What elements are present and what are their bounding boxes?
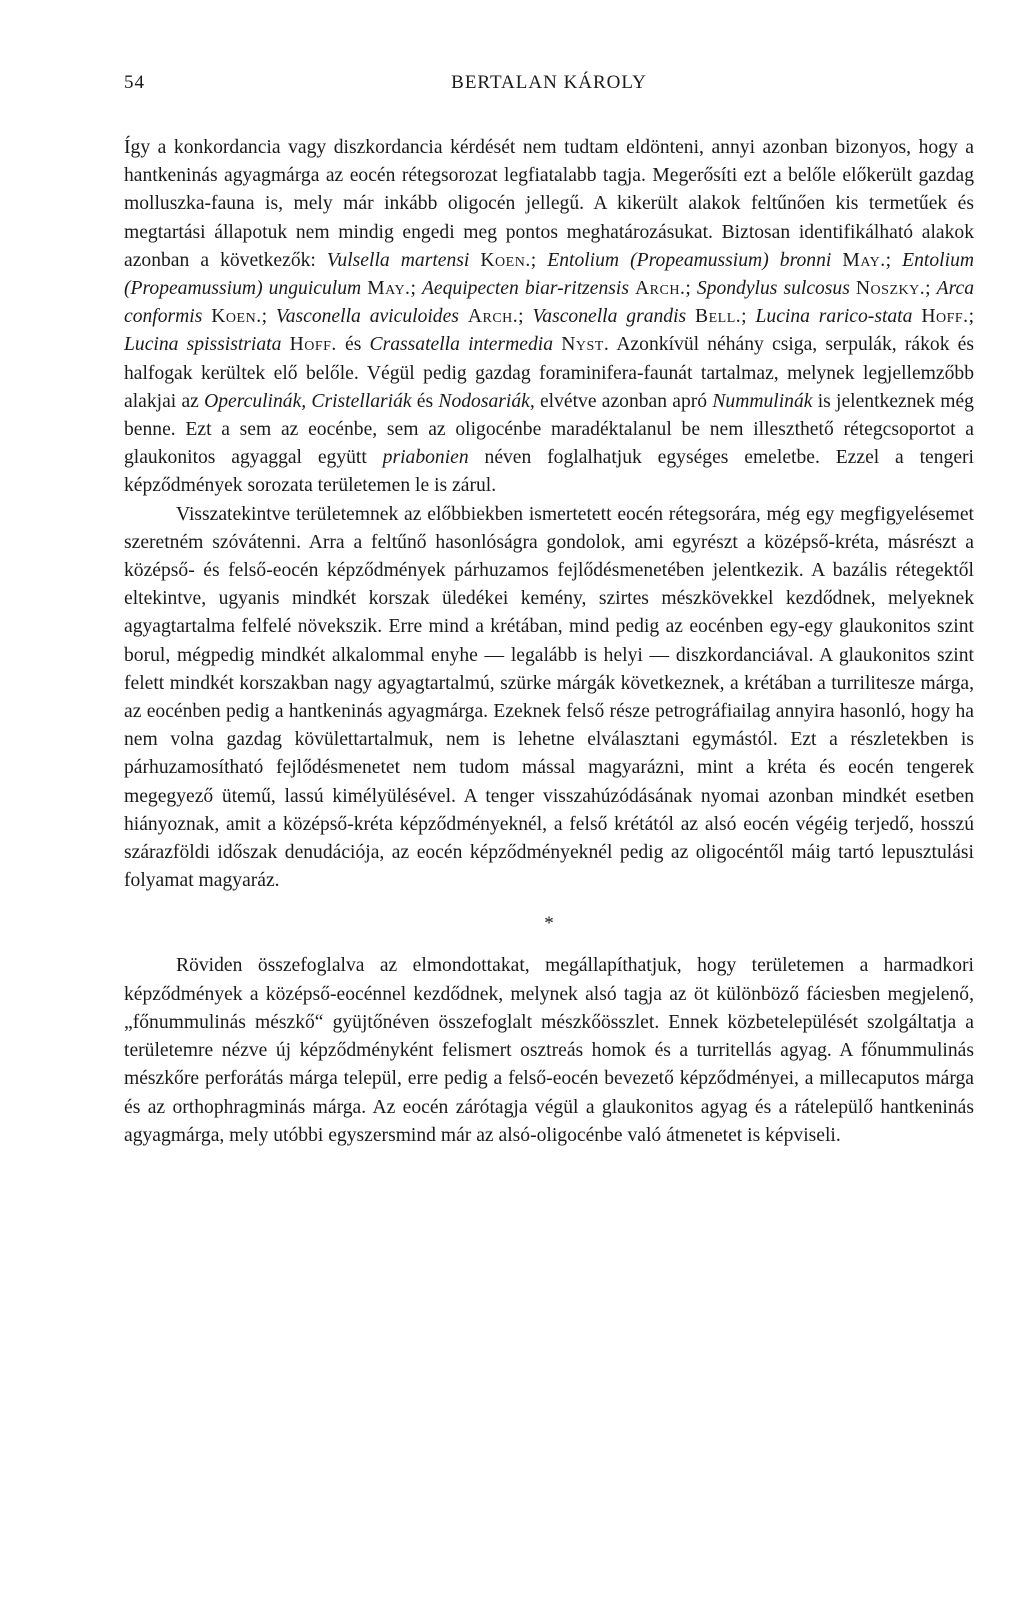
text-run	[686, 306, 695, 327]
text-run	[831, 250, 842, 271]
author-abbrev: Arch.	[635, 278, 686, 300]
paragraph-2: Visszatekintve területemnek az előbbiekben ismertetett eocén rétegsorára, még egy megfigyelésemet szeretném szóvátenni. Arra a feltűnő hasonlóságra gondolok, ami egyrészt a középső-kréta, másrészt a középső- és felső-eocén képződmények párhuzamos fejlődésmenetében jelentkezik. A bazális rétegektől eltekintve, ugyanis mindkét korszak üledékei kemény, szirtes mészkövekkel kezdődnek, melyeknek agyagtartalma felfelé növekszik. Erre mind a krétában, mind pedig az eocénben egy-egy glaukonitos szint borul, mégpedig mindkét alkalommal enyhe — legalább is helyi — diszkordanciával. A glaukonitos szint felett mindkét korszakban nagy agyagtartalmú, szürke márgák következnek, a krétában a turrilitesze márga, az eocénben pedig a hantkeninás agyagmárga. Ezeknek felső része petrográfiailag annyira hasonló, hogy ha nem volna gazdag kövülettartalmuk, nem is lehetne elválasztani egymástól. Ezt a részletekben is párhuzamosítható fejlődésmenetet nem tudom mással magyarázni, mint a kréta és eocén tengerek megegyező ütemű, lassú kimélyülésével. A tenger visszahúzódásának nyomai azonban mindkét esetben hiányoznak, amit a középső-kréta képződményeknél, a felső krétától az alsó eocén végéig terjedő, hosszú szárazföldi időszak denudációja, az eocén képződményeknél pedig az oligocéntől máig tartó lepusztulási folyamat magyaráz.	[124, 503, 974, 892]
text-run	[469, 250, 480, 271]
author-abbrev: Arch.	[467, 306, 519, 328]
text-run	[912, 306, 921, 327]
taxon-name: Nodosariák,	[438, 390, 535, 412]
author-abbrev: Bell.	[695, 306, 742, 328]
taxon-name: Vulsella martensi	[326, 249, 470, 271]
author-abbrev: Nyst.	[561, 334, 610, 356]
taxon-name: priabonien	[382, 447, 469, 469]
paragraph-1	[124, 134, 974, 501]
taxon-name: Entolium (Propeamussium) unguiculum	[124, 249, 975, 300]
taxon-name: Arca conformis	[124, 278, 974, 328]
text-run: ;	[685, 278, 697, 300]
text-run: ;	[925, 278, 937, 300]
text-run	[459, 306, 468, 327]
taxon-name: Operculinák, Cristellariák	[204, 390, 412, 412]
author-abbrev: Hoff.	[289, 334, 337, 356]
taxon-name: Spondylus sulcosus	[696, 278, 850, 300]
text-run: ;	[261, 306, 276, 328]
text-run: is jelentkeznek még benne. Ezt a sem az eocénbe, sem az oligocénbe maradéktalanul be nem illeszthető rétegcsoportot a glaukonitos agyaggal együtt	[124, 390, 974, 469]
author-abbrev: Koen.	[480, 249, 531, 271]
text-run	[281, 334, 289, 355]
text-run: ;	[518, 306, 533, 328]
taxon-name: Vasconella grandis	[532, 306, 687, 328]
taxon-name: Lucina spissistriata	[124, 334, 282, 356]
page-number: 54	[124, 72, 145, 93]
author-abbrev: Hoff.	[921, 306, 969, 328]
text-run: ;	[410, 278, 422, 300]
text-run: Így a konkordancia vagy diszkordancia kérdését nem tudtam eldönteni, annyi azonban bizonyos, hogy a hantkeninás agyagmárga az eocén rétegsorozat legfiatalabb tagja. Megerősíti ezt a belőle előkerült gazdag molluszka-fauna is, mely már inkább oligocén jellegű. A kikerült alakok feltűnően kis termetűek és megtartási állapotuk nem mindig engedi meg pontos meghatározásukat. Biztosan identifikálható alakok azonban a következők:	[124, 137, 974, 271]
author-abbrev: Noszky.	[855, 278, 926, 300]
taxon-name: Crassatella intermedia	[369, 334, 554, 356]
text-run: ;	[968, 306, 975, 328]
paragraph-3: Röviden összefoglalva az elmondottakat, megállapíthatjuk, hogy területemen a harmadkori képződmények a középső-eocénnel kezdődnek, melynek alsó tagja az öt különböző fáciesben megjelenő, „főnummulinás mészkő“ gyüjtőnéven összefoglalt mészkőösszlet. Ennek közbetelepülését szolgáltatja a területemre nézve új képződményként felismert osztreás homok és a turritellás agyag. A főnummulinás mészkőre perforátás márga települ, erre pedig a felső-eocén bevezető képződményei, a millecaputos márga és az orthophragminás márga. Az eocén zárótagja végül a glaukonitos agyag és a rátelepülő hantkeninás agyagmárga, mely utóbbi egyszersmind már az alsó-oligocénbe való átmenetet is képviseli.	[124, 955, 974, 1146]
text-run: ;	[741, 306, 756, 328]
text-run: néven foglalhatjuk egységes emeletbe. Ezzel a tengeri képződmények sorozata területemen le is zárul.	[124, 447, 974, 497]
running-header	[124, 72, 974, 102]
text-run	[202, 306, 211, 327]
text-run: elvétve azonban apró	[534, 390, 713, 412]
running-title: BERTALAN KÁROLY	[451, 72, 647, 93]
taxon-name: Entolium (Propeamussium) bronni	[547, 249, 832, 271]
taxon-name: Lucina rarico-stata	[755, 306, 913, 328]
text-run: és	[411, 390, 439, 412]
text-run: ;	[885, 249, 903, 271]
taxon-name: Aequipecten biar-ritzensis	[421, 278, 629, 300]
text-run: és	[336, 334, 370, 356]
section-separator: *	[544, 913, 554, 935]
taxon-name: Nummulinák	[712, 390, 813, 412]
body-text	[124, 134, 974, 1150]
author-abbrev: May.	[367, 278, 411, 300]
text-run	[553, 334, 561, 355]
author-abbrev: Koen.	[211, 306, 262, 328]
text-run: ;	[530, 249, 548, 271]
text-run: Azonkívül néhány csiga, serpulák, rákok és halfogak kerültek elő belőle. Végül pedig gazdag foraminifera-faunát tartalmaz, melynek legjellemzőbb alakjai az	[124, 334, 975, 412]
taxon-name: Vasconella aviculoides	[275, 306, 459, 328]
author-abbrev: May.	[842, 249, 886, 271]
